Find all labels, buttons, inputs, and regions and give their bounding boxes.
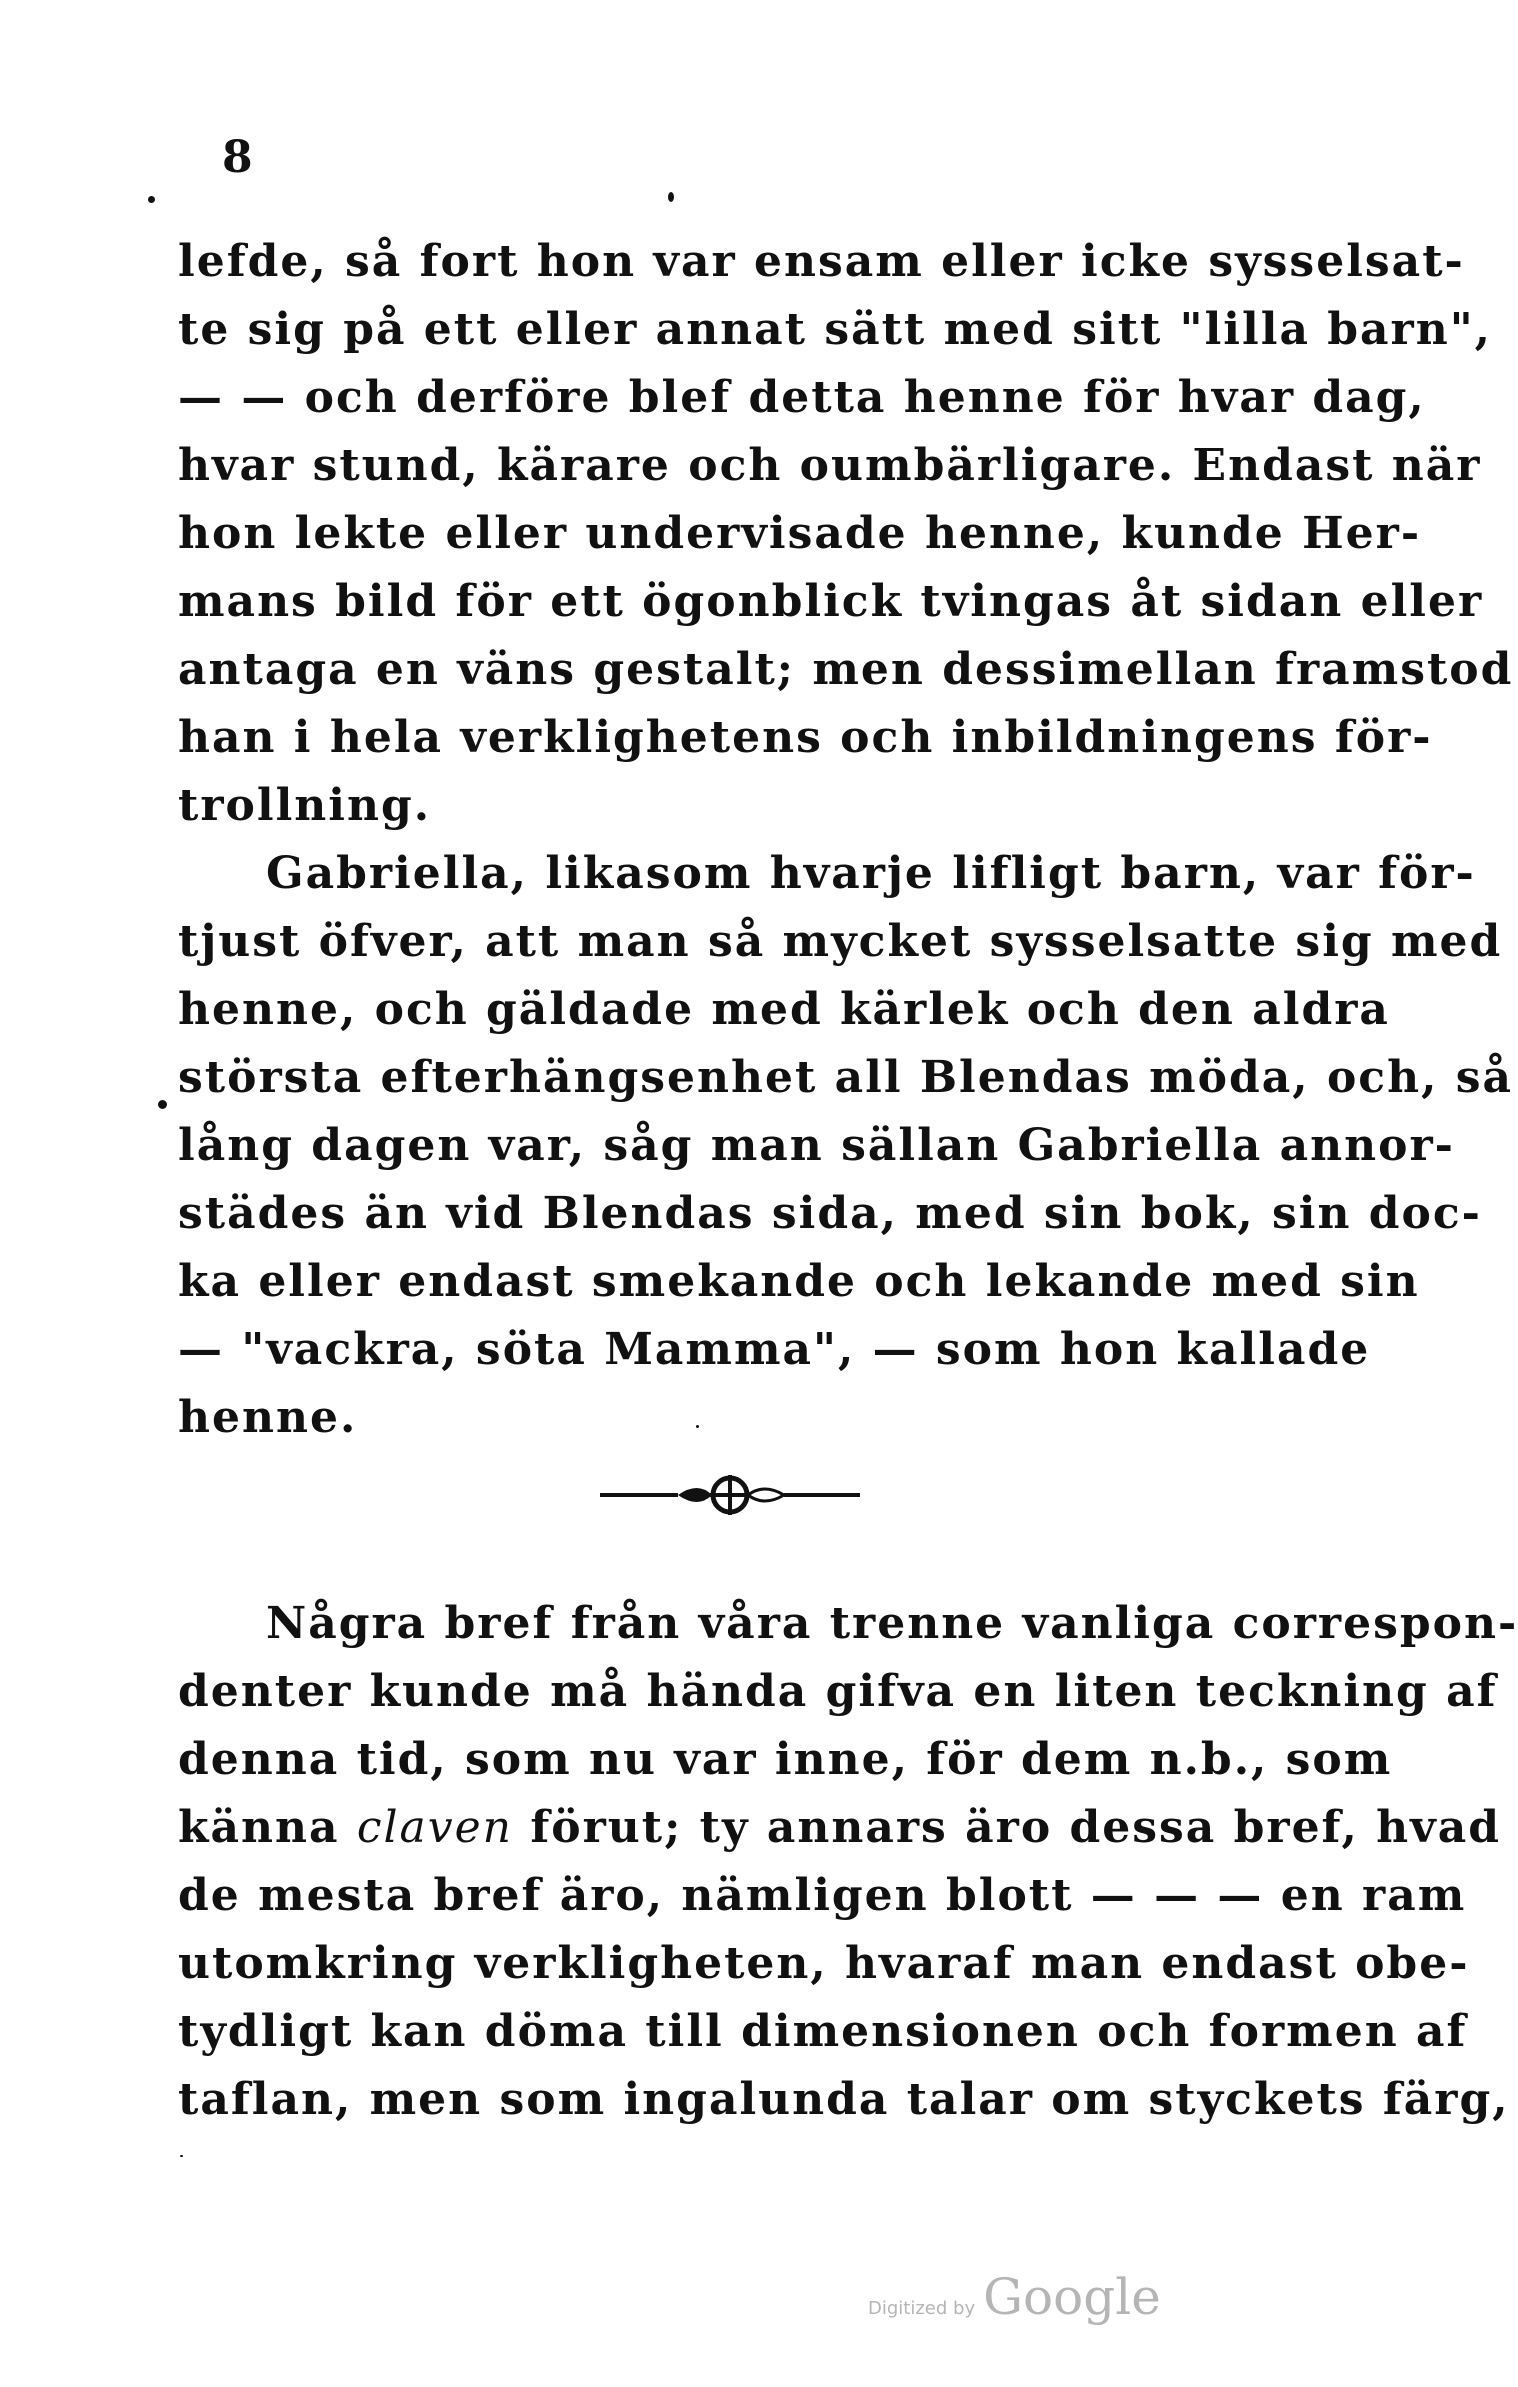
text-line: — — och derföre blef detta henne för hvar dag, — [178, 372, 1426, 423]
paragraph-1 — [178, 228, 1514, 840]
text-line: lång dagen var, såg man sällan Gabriella annor- — [178, 1120, 1455, 1171]
text-line: denna tid, som nu var inne, för dem n.b., som — [178, 1734, 1393, 1785]
text-segment: förut; ty annars äro dessa bref, hvad — [513, 1802, 1501, 1853]
italic-word: claven — [356, 1802, 513, 1853]
text-line: Gabriella, likasom hvarje lifligt barn, var för- — [266, 848, 1476, 899]
text-line: tjust öfver, att man så mycket sysselsatte sig med — [178, 916, 1503, 967]
text-line: te sig på ett eller annat sätt med sitt "lilla barn", — [178, 304, 1492, 355]
text-line: hvar stund, kärare och oumbärligare. Endast när — [178, 440, 1482, 491]
ink-speck — [668, 192, 674, 202]
text-line: Några bref från våra trenne vanliga correspon- — [266, 1598, 1518, 1649]
text-line: henne, och gäldade med kärlek och den aldra — [178, 984, 1390, 1035]
paragraph-2 — [178, 840, 1513, 1452]
text-line — [178, 1794, 1501, 1862]
text-line: de mesta bref äro, nämligen blott — — — en ram — [178, 1870, 1467, 1921]
ink-speck — [158, 1100, 167, 1109]
text-line: han i hela verklighetens och inbildningens för- — [178, 712, 1433, 763]
text-line: henne. — [178, 1392, 358, 1443]
text-line: trollning. — [178, 780, 432, 831]
text-line: taflan, men som ingalunda talar om styckets färg, — [178, 2074, 1510, 2125]
text-line: hon lekte eller undervisade henne, kunde Her- — [178, 508, 1422, 559]
paragraph-3 — [178, 1590, 1518, 2134]
text-line: städes än vid Blendas sida, med sin bok, sin doc- — [178, 1188, 1482, 1239]
text-line: utomkring verkligheten, hvaraf man endast obe- — [178, 1938, 1470, 1989]
text-line: antaga en väns gestalt; men dessimellan framstod — [178, 644, 1514, 695]
watermark-prefix: Digitized by — [868, 2298, 976, 2319]
text-line: tydligt kan döma till dimensionen och formen af — [178, 2006, 1468, 2057]
text-segment: känna — [178, 1802, 357, 1853]
page-number: 8 — [222, 132, 253, 183]
text-line: ka eller endast smekande och lekande med sin — [178, 1256, 1420, 1307]
text-line: lefde, så fort hon var ensam eller icke sysselsat- — [178, 236, 1465, 287]
text-line: — "vackra, söta Mamma", — som hon kallade — [178, 1324, 1371, 1375]
ink-speck — [148, 196, 155, 203]
ornament-divider — [600, 1465, 860, 1525]
digitization-watermark — [868, 2268, 1161, 2326]
watermark-brand: Google — [983, 2268, 1161, 2326]
text-line: denter kunde må hända gifva en liten teckning af — [178, 1666, 1498, 1717]
text-line: mans bild för ett ögonblick tvingas åt sidan eller — [178, 576, 1484, 627]
text-line: största efterhängsenhet all Blendas möda, och, så — [178, 1052, 1513, 1103]
ink-speck — [180, 2155, 183, 2157]
